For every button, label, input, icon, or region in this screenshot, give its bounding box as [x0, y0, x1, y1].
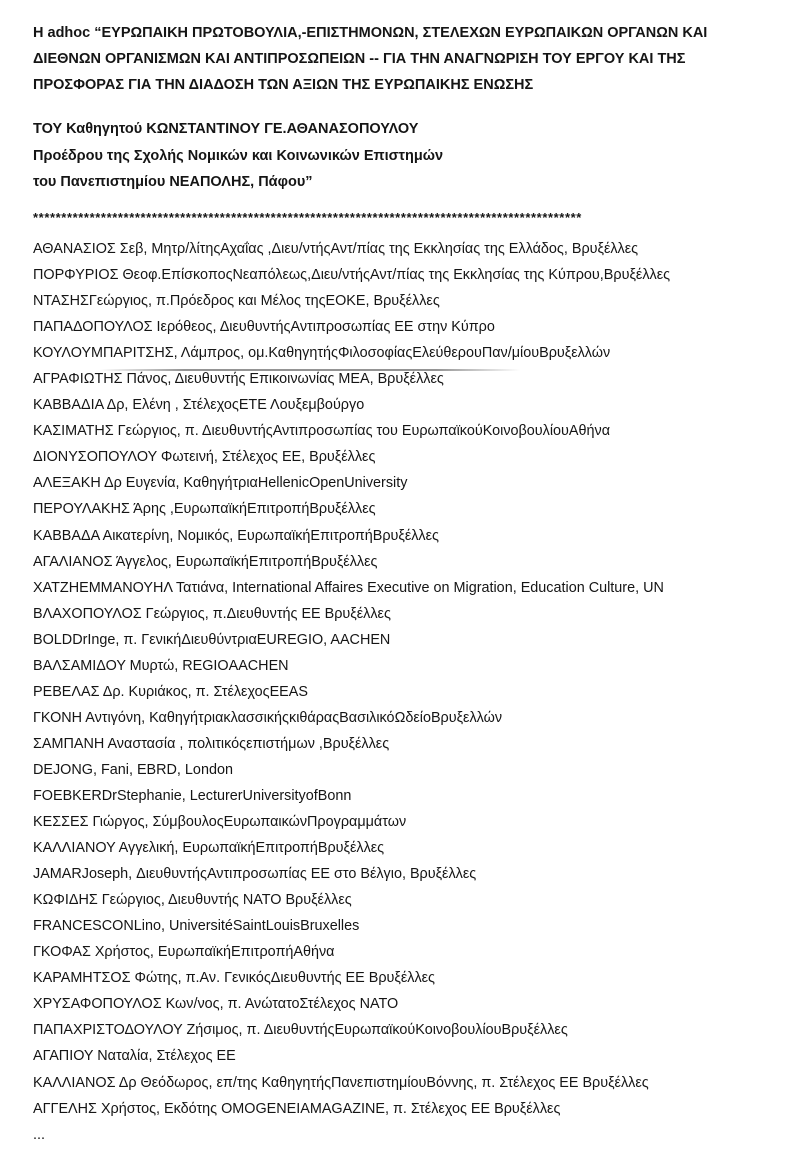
author-line: του Πανεπιστημίου ΝΕΑΠΟΛΗΣ, Πάφου” — [33, 174, 313, 190]
list-item: FRANCESCONLino, UniversitéSaintLouisBruxelles — [33, 918, 360, 935]
document-heading — [33, 20, 803, 98]
list-item: ΠΟΡΦΥΡΙΟΣ Θεοφ.ΕπίσκοποςΝεαπόλεως,Διευ/ντήςΑντ/πίας της Εκκλησίας της Κύπρου,Βρυξέλλες — [33, 267, 671, 284]
heading-line: ΠΡΟΣΦΟΡΑΣ ΓΙΑ ΤΗΝ ΔΙΑΔΟΣΗ ΤΩΝ ΑΞΙΩΝ ΤΗΣ ΕΥΡΩΠΑΙΚΗΣ ΕΝΩΣΗΣ — [33, 77, 534, 93]
scan-artifact-line — [100, 369, 520, 371]
list-item: ΧΡΥΣΑΦΟΠΟΥΛΟΣ Κων/νος, π. ΑνώτατοΣτέλεχος ΝΑΤΟ — [33, 996, 399, 1013]
list-item: ΒΛΑΧΟΠΟΥΛΟΣ Γεώργιος, π.Διευθυντής ΕΕ Βρυξέλλες — [33, 605, 391, 622]
asterisk-separator: ************************************************************************************************* — [33, 210, 582, 225]
list-item: ΝΤΑΣΗΣΓεώργιος, π.Πρόεδρος και Μέλος τηςΕΟΚΕ, Βρυξέλλες — [33, 293, 440, 310]
list-item: ΓΚΟΦΑΣ Χρήστος, ΕυρωπαϊκήΕπιτροπήΑθήνα — [33, 944, 335, 961]
list-item: ΚΟΥΛΟΥΜΠΑΡΙΤΣΗΣ, Λάμπρος, ομ.ΚαθηγητήςΦιλοσοφίαςΕλεύθερουΠαν/μίουΒρυξελλών — [33, 345, 611, 362]
list-item: ΧΑΤΖΗΕΜΜΑΝΟΥΗΛ Τατιάνα, International Affaires Executive on Migration, Education Culture, UN — [33, 579, 664, 596]
list-item: ΒΑΛΣΑΜΙΔΟΥ Μυρτώ, REGIOAACHEN — [33, 657, 289, 674]
list-item: ΑΓΑΠΙΟΥ Ναταλία, Στέλεχος ΕΕ — [33, 1048, 236, 1065]
list-item: ΓΚΟΝΗ Αντιγόνη, ΚαθηγήτριακλασσικήςκιθάραςΒασιλικόΩδείοΒρυξελλών — [33, 709, 503, 726]
author-line: ΤΟΥ Καθηγητού ΚΩΝΣΤΑΝΤΙΝΟΥ ΓΕ.ΑΘΑΝΑΣΟΠΟΥΛΟΥ — [33, 121, 419, 137]
list-item: ΣΑΜΠΑΝΗ Αναστασία , πολιτικόςεπιστήμων ,Βρυξέλλες — [33, 735, 390, 752]
list-item: ΑΛΕΞΑΚΗ Δρ Ευγενία, ΚαθηγήτριαHellenicOpenUniversity — [33, 475, 408, 492]
list-item: ΠΑΠΑΔΟΠΟΥΛΟΣ Ιερόθεος, ΔιευθυντήςΑντιπροσωπίας ΕΕ στην Κύπρο — [33, 319, 495, 336]
list-item: ΚΩΦΙΔΗΣ Γεώργιος, Διευθυντής ΝΑΤΟ Βρυξέλλες — [33, 892, 352, 909]
list-item: ΚΑΣΙΜΑΤΗΣ Γεώργιος, π. ΔιευθυντήςΑντιπροσωπίας του ΕυρωπαϊκούΚοινοβουλίουΑθήνα — [33, 423, 611, 440]
heading-line: Η adhoc “ΕΥΡΩΠΑΙΚΗ ΠΡΩΤΟΒΟΥΛΙΑ,-ΕΠΙΣΤΗΜΟΝΩΝ, ΣΤΕΛΕΧΩΝ ΕΥΡΩΠΑΙΚΩΝ ΟΡΓΑΝΩΝ ΚΑΙ — [33, 25, 708, 41]
list-item: ΑΓΓΕΛΗΣ Χρήστος, Εκδότης OMOGENEIAMAGAZINE, π. Στέλεχος ΕΕ Βρυξέλλες — [33, 1100, 561, 1117]
list-item: ΚΑΛΛΙΑΝΟΥ Αγγελική, ΕυρωπαϊκήΕπιτροπήΒρυξέλλες — [33, 840, 385, 857]
list-item: ΔΙΟΝΥΣΟΠΟΥΛΟΥ Φωτεινή, Στέλεχος ΕΕ, Βρυξέλλες — [33, 449, 376, 466]
list-item: ΚΑΛΛΙΑΝΟΣ Δρ Θεόδωρος, επ/της ΚαθηγητήςΠανεπιστημίουΒόννης, π. Στέλεχος ΕΕ Βρυξέλλες — [33, 1074, 649, 1091]
list-item: DEJONG, Fani, EBRD, London — [33, 761, 233, 778]
member-list — [33, 236, 808, 1148]
list-item: BOLDDrInge, π. ΓενικήΔιευθύντριαEUREGIO, AACHEN — [33, 631, 391, 648]
list-item: ΚΑΒΒΑΔΑ Αικατερίνη, Νομικός, ΕυρωπαϊκήΕπιτροπήΒρυξέλλες — [33, 527, 439, 544]
heading-line: ΔΙΕΘΝΩΝ ΟΡΓΑΝΙΣΜΩΝ ΚΑΙ ΑΝΤΙΠΡΟΣΩΠΕΙΩΝ -- ΓΙΑ ΤΗΝ ΑΝΑΓΝΩΡΙΣΗ ΤΟΥ ΕΡΓΟΥ ΚΑΙ ΤΗΣ — [33, 51, 686, 67]
list-item: ΑΓΡΑΦΙΩΤΗΣ Πάνος, Διευθυντής Επικοινωνίας ΜΕΑ, Βρυξέλλες — [33, 371, 444, 388]
list-item: ΠΑΠΑΧΡΙΣΤΟΔΟΥΛΟΥ Ζήσιμος, π. ΔιευθυντήςΕυρωπαϊκούΚοινοβουλίουΒρυξέλλες — [33, 1022, 568, 1039]
list-item: ΠΕΡΟΥΛΑΚΗΣ Άρης ,ΕυρωπαϊκήΕπιτροπήΒρυξέλλες — [33, 501, 376, 518]
list-continuation-ellipsis: ... — [33, 1126, 45, 1143]
list-item: ΚΑΒΒΑΔΙΑ Δρ, Ελένη , ΣτέλεχοςΕΤΕ Λουξεμβούργο — [33, 397, 365, 414]
author-line: Προέδρου της Σχολής Νομικών και Κοινωνικών Επιστημών — [33, 147, 444, 164]
list-item: ΚΕΣΣΕΣ Γιώργος, ΣύμβουλοςΕυρωπαικώνΠρογραμμάτων — [33, 814, 407, 831]
list-item: ΡΕΒΕΛΑΣ Δρ. Κυριάκος, π. ΣτέλεχοςEEAS — [33, 683, 308, 700]
list-item: FOEBKERDrStephanie, LecturerUniversityofBonn — [33, 787, 352, 804]
list-item: JAMARJoseph, ΔιευθυντήςΑντιπροσωπίας ΕΕ στο Βέλγιο, Βρυξέλλες — [33, 866, 477, 883]
list-item: ΑΓΑΛΙΑΝΟΣ Άγγελος, ΕυρωπαϊκήΕπιτροπήΒρυξέλλες — [33, 553, 378, 570]
list-item: ΚΑΡΑΜΗΤΣΟΣ Φώτης, π.Αν. ΓενικόςΔιευθυντής ΕΕ Βρυξέλλες — [33, 970, 435, 987]
list-item: ΑΘΑΝΑΣΙΟΣ Σεβ, Μητρ/λίτηςΑχαΐας ,Διευ/ντήςΑντ/πίας της Εκκλησίας της Ελλάδος, Βρυξέλλες — [33, 241, 639, 257]
author-block — [33, 116, 803, 196]
